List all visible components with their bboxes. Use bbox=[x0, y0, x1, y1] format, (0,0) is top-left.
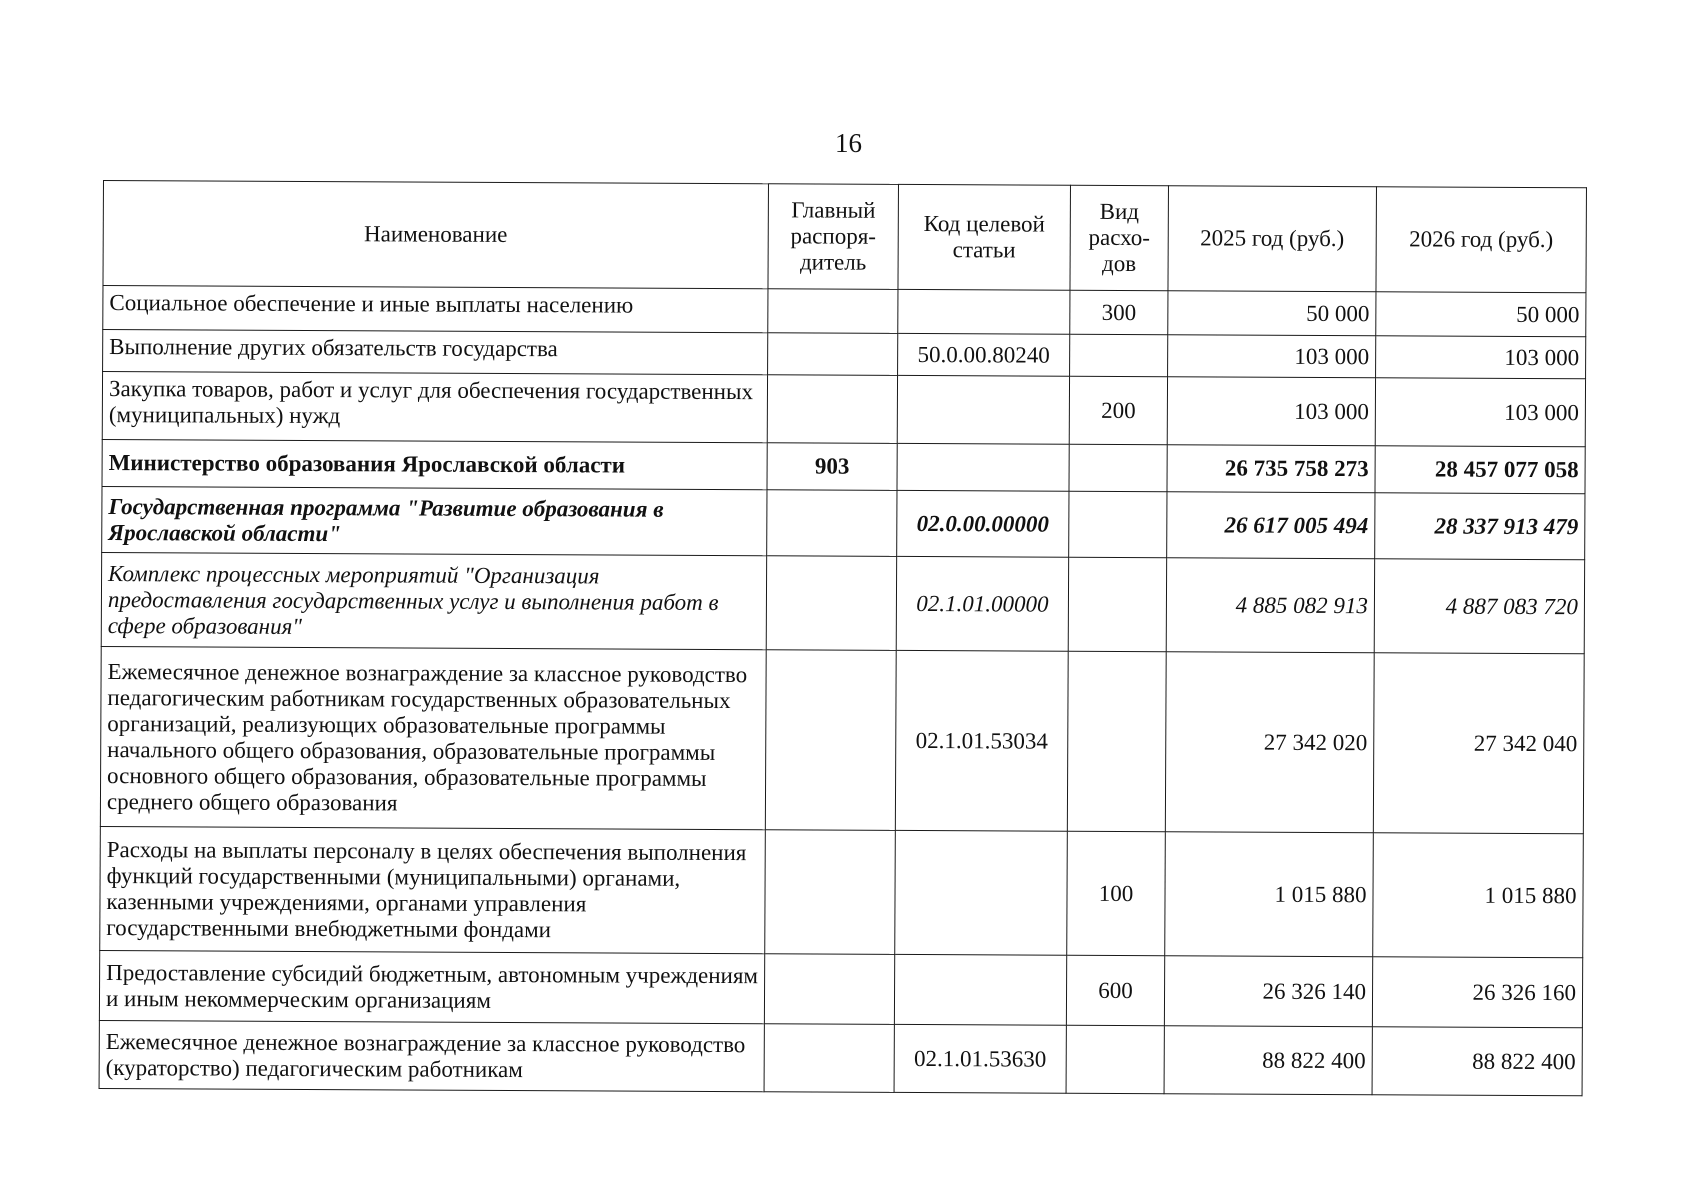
row-code: 02.1.01.00000 bbox=[896, 556, 1068, 651]
row-2026: 50 000 bbox=[1376, 292, 1586, 337]
table-row bbox=[100, 646, 1584, 833]
row-type bbox=[1069, 491, 1167, 557]
row-2025: 26 617 005 494 bbox=[1167, 492, 1375, 559]
table-row bbox=[103, 330, 1586, 379]
row-type: 200 bbox=[1069, 376, 1167, 444]
row-admin bbox=[765, 650, 896, 831]
budget-table bbox=[99, 180, 1587, 1096]
table-row bbox=[100, 826, 1584, 957]
row-admin bbox=[767, 490, 897, 557]
row-name: Выполнение других обязательств государства bbox=[103, 330, 768, 375]
row-2026: 28 457 077 058 bbox=[1375, 446, 1585, 494]
header-2026: 2026 год (руб.) bbox=[1376, 187, 1587, 293]
row-2025: 103 000 bbox=[1168, 335, 1376, 378]
row-2025: 27 342 020 bbox=[1165, 652, 1374, 833]
table-row bbox=[99, 1020, 1582, 1095]
row-code bbox=[895, 830, 1068, 955]
header-admin: Главный распоря-дитель bbox=[768, 184, 899, 290]
row-2025: 26 326 140 bbox=[1164, 956, 1372, 1027]
row-name: Расходы на выплаты персоналу в целях обеспечения выполнения функций государственными (муниципальными) органами, казенными учреждениями, органами управления государственными внебюджетными фондами bbox=[100, 826, 766, 953]
header-2025: 2025 год (руб.) bbox=[1168, 186, 1377, 292]
row-type: 600 bbox=[1066, 955, 1164, 1025]
row-name: Комплекс процессных мероприятий "Организация предоставления государственных услуг и выполнения работ в сфере образования" bbox=[101, 552, 766, 649]
table-row bbox=[102, 372, 1585, 447]
row-code bbox=[897, 375, 1069, 444]
page-number: 16 bbox=[835, 128, 862, 158]
row-name: Министерство образования Ярославской области bbox=[102, 439, 767, 489]
row-2026: 103 000 bbox=[1375, 378, 1585, 447]
row-2025: 4 885 082 913 bbox=[1166, 558, 1374, 653]
row-code bbox=[898, 289, 1070, 334]
table-row bbox=[102, 439, 1585, 493]
row-2026: 26 326 160 bbox=[1372, 957, 1582, 1028]
row-2025: 88 822 400 bbox=[1164, 1026, 1372, 1095]
row-2026: 4 887 083 720 bbox=[1374, 559, 1584, 654]
table-header-row bbox=[103, 181, 1586, 293]
row-admin bbox=[768, 289, 898, 334]
row-type bbox=[1070, 334, 1168, 376]
row-type bbox=[1068, 557, 1166, 651]
row-name: Социальное обеспечение и иные выплаты населению bbox=[103, 286, 768, 333]
row-2026: 88 822 400 bbox=[1372, 1027, 1582, 1096]
table-row bbox=[102, 486, 1585, 559]
header-code: Код целевой статьи bbox=[898, 184, 1071, 290]
row-code: 50.0.00.80240 bbox=[898, 333, 1070, 376]
header-name: Наименование bbox=[103, 181, 769, 289]
row-name: Ежемесячное денежное вознаграждение за классное руководство педагогическим работникам государственных образовательных организаций, реализующих образовательные программы начального общего образования, образовательные программы основного общего образования, образовательные программы среднего общего образования bbox=[100, 646, 766, 829]
row-code: 02.1.01.53630 bbox=[894, 1024, 1066, 1093]
row-code bbox=[897, 443, 1069, 491]
table-row bbox=[103, 286, 1586, 337]
row-type: 100 bbox=[1067, 831, 1166, 955]
row-2026: 28 337 913 479 bbox=[1375, 493, 1585, 560]
row-2026: 1 015 880 bbox=[1373, 833, 1584, 958]
row-admin bbox=[768, 333, 898, 376]
header-type: Вид расхо-дов bbox=[1070, 185, 1169, 290]
row-admin bbox=[764, 954, 894, 1025]
row-type bbox=[1066, 1025, 1164, 1093]
row-admin bbox=[765, 830, 896, 955]
row-code bbox=[894, 954, 1066, 1025]
row-2025: 50 000 bbox=[1168, 291, 1376, 336]
row-code: 02.0.00.00000 bbox=[897, 490, 1069, 557]
row-admin bbox=[766, 556, 896, 651]
row-type bbox=[1069, 444, 1167, 491]
row-code: 02.1.01.53034 bbox=[895, 650, 1068, 831]
row-name: Государственная программа "Развитие образования в Ярославской области" bbox=[102, 486, 767, 555]
row-type bbox=[1067, 651, 1166, 831]
table-row bbox=[101, 552, 1584, 653]
row-2025: 103 000 bbox=[1167, 377, 1375, 446]
row-2026: 27 342 040 bbox=[1373, 653, 1584, 834]
row-2026: 103 000 bbox=[1376, 336, 1586, 379]
row-2025: 26 735 758 273 bbox=[1167, 445, 1375, 493]
row-name: Ежемесячное денежное вознаграждение за классное руководство (кураторство) педагогическим работникам bbox=[99, 1020, 764, 1091]
row-type: 300 bbox=[1070, 290, 1168, 334]
table-row bbox=[99, 950, 1582, 1027]
row-admin bbox=[764, 1024, 894, 1093]
row-admin: 903 bbox=[767, 443, 897, 491]
row-admin bbox=[767, 375, 897, 444]
row-name: Предоставление субсидий бюджетным, автономным учреждениям и иным некоммерческим организациям bbox=[99, 950, 764, 1023]
row-2025: 1 015 880 bbox=[1165, 832, 1374, 957]
row-name: Закупка товаров, работ и услуг для обеспечения государственных (муниципальных) нужд bbox=[102, 372, 767, 443]
